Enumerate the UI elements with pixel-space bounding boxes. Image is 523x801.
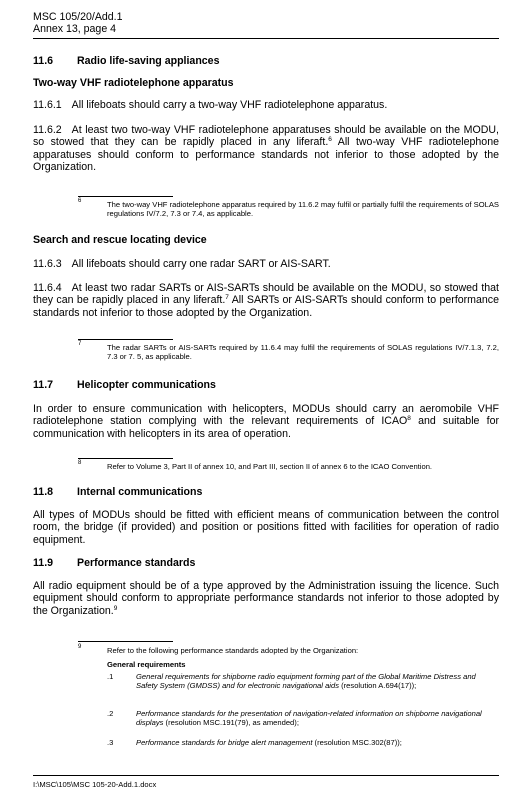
footnote-text: Refer to the following performance standards adopted by the Organization:	[107, 646, 359, 655]
paragraph-text: In order to ensure communication with helicopters, MODUs should carry an aeromobile VHF radiotelephone station complying with the relevant requirements of ICAO	[33, 403, 499, 428]
paragraph-number: 11.6.4	[33, 282, 62, 294]
footnote-ref[interactable]: 9	[113, 604, 118, 612]
item-number: .2	[107, 709, 114, 718]
footnote-rule	[78, 339, 173, 340]
paragraph-11-9	[33, 580, 499, 617]
section-11-7-heading	[33, 379, 216, 391]
section-title: Helicopter communications	[77, 379, 216, 391]
paragraph-text: All lifeboats should carry a two-way VHF radiotelephone apparatus.	[71, 99, 388, 111]
section-title: Performance standards	[77, 557, 196, 569]
page-header	[33, 11, 123, 35]
footnote-rule	[78, 641, 173, 642]
subheading-vhf: Two-way VHF radiotelephone apparatus	[33, 77, 234, 89]
footnote-text: The two-way VHF radiotelephone apparatus required by 11.6.2 may fulfil or partially fulfil the requirements of SOLAS regulations IV/7.2, 7.3 or 7.4, as applicable.	[107, 200, 499, 219]
item-title: General requirements for shipborne radio equipment forming part of the Global Maritime Distress and Safety System (GMDSS) and for electronic navigational aids	[136, 672, 476, 691]
paragraph-11-7	[33, 403, 499, 440]
paragraph-text: All radio equipment should be of a type approved by the Administration issuing the licence. Such equipment should conform to appropriate performance standards not inferior to those adopted by the Organization.	[33, 580, 499, 617]
item-resolution: (resolution MSC.302(87));	[312, 738, 402, 747]
section-title: Radio life-saving appliances	[77, 55, 220, 67]
footnote-ref[interactable]: 7	[225, 294, 229, 302]
footnote-mark: 7	[78, 341, 82, 347]
footnote-8	[78, 462, 499, 471]
paragraph-number: 11.6.1	[33, 99, 62, 111]
paragraph-text: All lifeboats should carry one radar SART or AIS-SART.	[71, 258, 331, 270]
footnote-mark: 9	[78, 644, 82, 650]
section-11-8-heading	[33, 486, 202, 498]
paragraph-text: At least two radar SARTs or AIS-SARTs should be available on the MODU, so stowed that they can be rapidly placed in any liferaft.	[33, 282, 499, 307]
footnote-list-item	[107, 709, 499, 728]
item-resolution: (resolution MSC.191(79), as amended);	[163, 718, 299, 728]
footer-rule	[33, 775, 499, 776]
footnote-list-item	[107, 672, 499, 691]
footnote-rule	[78, 196, 173, 197]
item-number: .3	[107, 738, 114, 747]
paragraph-text: and suitable for communication with helicopters in its area of operation.	[33, 415, 499, 440]
item-resolution: (resolution A.694(17));	[339, 681, 417, 691]
paragraph-11-6-4	[33, 282, 499, 319]
footnote-7	[78, 343, 499, 362]
footnote-rule	[78, 458, 173, 459]
subheading-sar: Search and rescue locating device	[33, 234, 207, 246]
footnote-mark: 6	[78, 198, 82, 204]
paragraph-11-8: All types of MODUs should be fitted with efficient means of communication between the control room, the bridge (if provided) and position or positions fitted with facilities for operation of radio equipment.	[33, 509, 499, 546]
paragraph-text: All SARTs or AIS-SARTs should conform to performance standards not inferior to those adopted by the Organization.	[33, 294, 499, 319]
footnote-subheading: General requirements	[107, 660, 186, 669]
item-title: Performance standards for the presentation of navigation-related information on shipborne navigational displays	[136, 709, 482, 728]
footnote-ref[interactable]: 8	[407, 415, 411, 423]
footnote-9	[78, 646, 499, 655]
footnote-ref[interactable]: 6	[328, 136, 332, 144]
section-11-6-heading	[33, 55, 219, 67]
paragraph-11-6-3	[33, 258, 499, 270]
section-11-9-heading	[33, 557, 195, 569]
section-number: 11.9	[33, 557, 54, 569]
item-title: Performance standards for bridge alert management	[136, 738, 313, 747]
header-rule	[33, 38, 499, 39]
footnote-text: Refer to Volume 3, Part II of annex 10, and Part III, section II of annex 6 to the ICAO Convention.	[107, 462, 433, 471]
section-number: 11.6	[33, 55, 54, 67]
section-number: 11.8	[33, 486, 54, 498]
paragraph-11-6-1	[33, 99, 499, 111]
item-number: .1	[107, 672, 114, 681]
paragraph-number: 11.6.2	[33, 124, 62, 136]
footnote-6	[78, 200, 499, 219]
paragraph-11-6-2	[33, 124, 499, 174]
footnote-text: The radar SARTs or AIS-SARTs required by 11.6.4 may fulfil the requirements of SOLAS regulations IV/7.1.3, 7.2, 7.3 or 7. 5, as applicable.	[107, 343, 499, 362]
section-number: 11.7	[33, 379, 54, 391]
section-title: Internal communications	[77, 486, 203, 498]
paragraph-text: At least two two-way VHF radiotelephone apparatuses should be available on the MODU, so stowed that they can be rapidly placed in any liferaft.	[33, 124, 499, 149]
footnote-mark: 8	[78, 460, 82, 466]
paragraph-number: 11.6.3	[33, 258, 62, 270]
paragraph-text: All two-way VHF radiotelephone apparatuses should conform to performance standards not inferior to those adopted by the Organization.	[33, 136, 499, 174]
file-path: I:\MSC\105\MSC 105-20-Add.1.docx	[33, 780, 157, 789]
footnote-list-item	[107, 738, 499, 747]
annex-page: Annex 13, page 4	[33, 23, 117, 35]
doc-reference: MSC 105/20/Add.1	[33, 11, 123, 23]
